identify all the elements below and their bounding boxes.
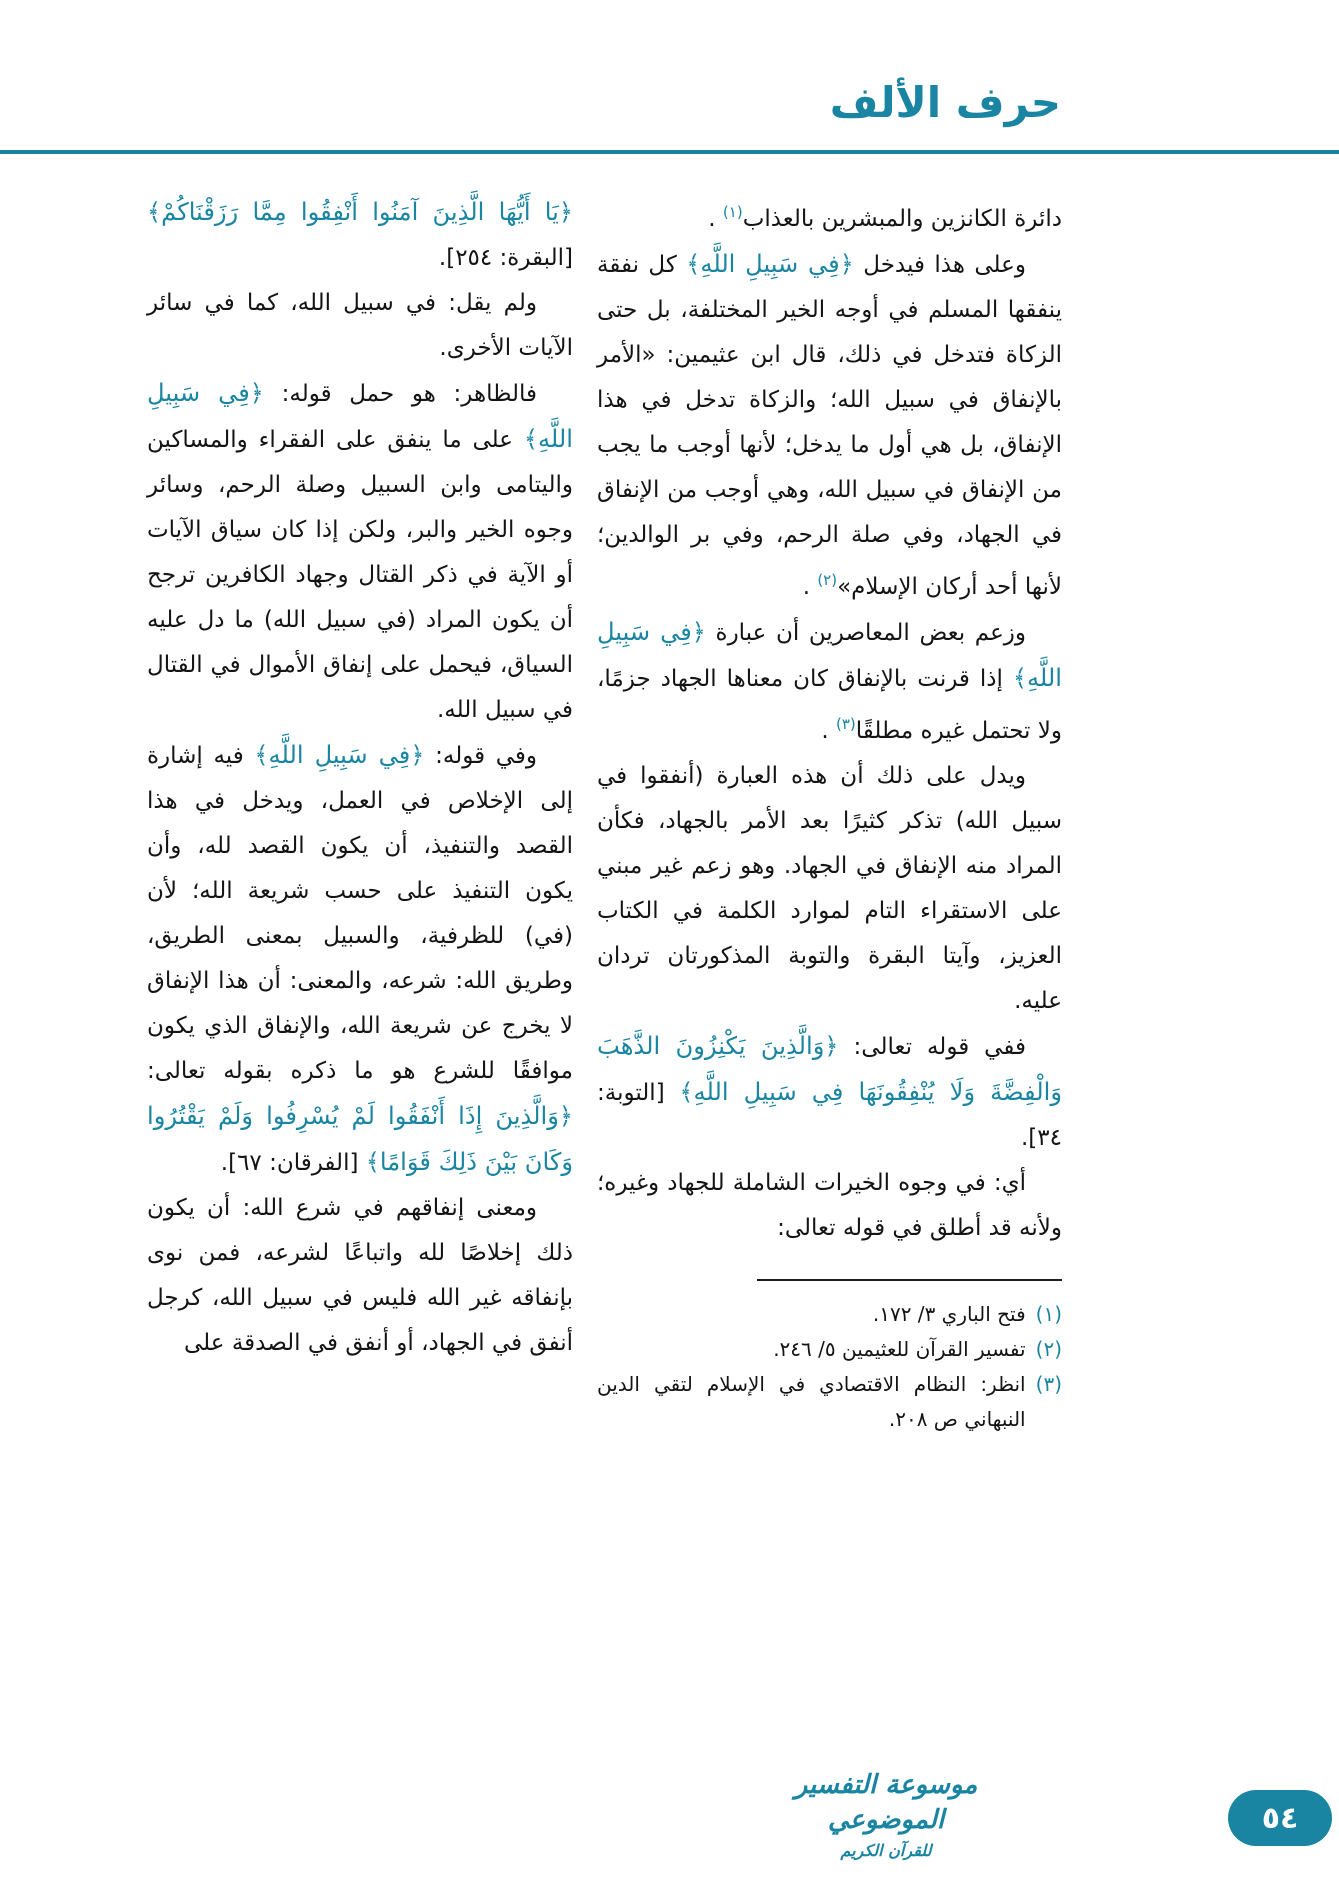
body-text: إذا قرنت بالإنفاق كان معناها الجهاد جزمًا، ولا تحتمل غيره مطلقًا — [597, 666, 1062, 744]
footnote-ref: (٣) — [836, 715, 856, 733]
chapter-title: حرف الألف — [829, 78, 1061, 127]
body-text: وعلى هذا فيدخل — [853, 252, 1026, 278]
page-number-badge — [1228, 1790, 1332, 1846]
footnote-item — [597, 1297, 1062, 1332]
quran-verse: ﴿فِي سَبِيلِ اللَّهِ﴾ — [254, 741, 425, 769]
body-text: [البقرة: ٢٥٤]. — [438, 245, 573, 271]
emblem-title: موسوعة التفسير الموضوعي — [794, 1769, 978, 1835]
footnote-number: (١) — [1035, 1302, 1062, 1326]
body-text: وفي قوله: — [424, 743, 538, 769]
body-text: ومعنى إنفاقهم في شرع الله: أن يكون ذلك إخلاصًا لله واتباعًا لشرعه، فمن نوى بإنفاقه غير الله فليس في سبيل الله، كرجل أنفق في الجهاد، أو أنفق في الصدقة على — [147, 1195, 573, 1356]
paragraph — [147, 190, 573, 281]
paragraph — [597, 242, 1062, 610]
paragraph — [597, 754, 1062, 1024]
footnote-separator — [757, 1279, 1062, 1281]
footnote-list — [597, 1297, 1062, 1437]
quran-verse: ﴿وَالَّذِينَ يَكْنِزُونَ الذَّهَبَ وَالْفِضَّةَ وَلَا يُنْفِقُونَهَا فِي سَبِيلِ اللَّهِ﴾ — [597, 1032, 1062, 1106]
footnote-ref: (١) — [722, 203, 743, 221]
footnote-item — [597, 1367, 1062, 1437]
body-text: أي: في وجوه الخيرات الشاملة للجهاد وغيره؛ ولأنه قد أطلق في قوله تعالى: — [597, 1170, 1062, 1241]
quran-verse: ﴿يَا أَيُّهَا الَّذِينَ آمَنُوا أَنْفِقُوا مِمَّا رَزَقْنَاكُمْ﴾ — [147, 198, 573, 226]
page-number: ٥٤ — [1261, 1800, 1299, 1836]
right-column-paragraphs — [597, 190, 1062, 1251]
body-text: دائرة الكانزين والمبشرين بالعذاب — [742, 206, 1062, 232]
quran-verse: ﴿وَالَّذِينَ إِذَا أَنْفَقُوا لَمْ يُسْرِفُوا وَلَمْ يَقْتُرُوا وَكَانَ بَيْنَ ذَلِكَ قَوَامًا﴾ — [147, 1102, 573, 1176]
body-text: [الفرقان: ٦٧]. — [220, 1150, 366, 1176]
footnote-number: (٣) — [1035, 1372, 1062, 1396]
paragraph — [147, 281, 573, 371]
footnote-text: فتح الباري ٣/ ١٧٢. — [872, 1302, 1026, 1326]
body-text: [التوبة: ٣٤]. — [597, 1080, 1062, 1151]
paragraph — [597, 610, 1062, 754]
body-text: . — [708, 206, 723, 232]
body-text: . — [821, 718, 836, 744]
header-rule — [0, 150, 1339, 154]
footnote-number: (٢) — [1035, 1337, 1062, 1361]
footnotes-section — [597, 1279, 1062, 1437]
paragraph — [597, 190, 1062, 242]
footnote-text: انظر: النظام الاقتصادي في الإسلام لتقي الدين النبهاني ص ٢٠٨. — [597, 1372, 1026, 1431]
body-text: ففي قوله تعالى: — [838, 1034, 1026, 1060]
body-text: فيه إشارة إلى الإخلاص في العمل، ويدخل في هذا القصد والتنفيذ، أن يكون القصد لله، وأن يكون التنفيذ على حسب شريعة الله؛ لأن (في) للظرفية، والسبيل بمعنى الطريق، وطريق الله: شرعه، والمعنى: أن هذا الإنفاق لا يخرج عن شريعة الله، والإنفاق الذي يكون موافقًا للشرع هو ما ذكره بقوله تعالى: — [147, 743, 573, 1084]
footnote-text: تفسير القرآن للعثيمين ٥/ ٢٤٦. — [773, 1337, 1026, 1361]
body-text: . — [802, 574, 818, 600]
left-column-paragraphs — [147, 190, 573, 1366]
paragraph — [147, 1186, 573, 1366]
footnote-item — [597, 1332, 1062, 1367]
paragraph — [147, 733, 573, 1186]
body-text: ولم يقل: في سبيل الله، كما في سائر الآيات الأخرى. — [147, 290, 573, 361]
paragraph — [597, 1161, 1062, 1251]
quran-verse: ﴿فِي سَبِيلِ اللَّهِ﴾ — [597, 618, 1062, 692]
quran-verse: ﴿فِي سَبِيلِ اللَّهِ﴾ — [686, 250, 854, 278]
quran-verse: ﴿فِي سَبِيلِ اللَّهِ﴾ — [147, 379, 573, 453]
right-column — [597, 190, 1062, 1437]
footnote-ref: (٢) — [817, 571, 838, 589]
body-text: وزعم بعض المعاصرين أن عبارة — [705, 620, 1027, 646]
paragraph — [147, 371, 573, 733]
left-column — [147, 190, 573, 1437]
emblem-subtitle: للقرآن الكريم — [840, 1841, 932, 1860]
publisher-emblem — [751, 1768, 1021, 1860]
body-text: كل نفقة ينفقها المسلم في أوجه الخير المختلفة، بل حتى الزكاة فتدخل في ذلك، قال ابن عثيمين: «الأمر بالإنفاق في سبيل الله؛ والزكاة تدخل في هذا الإنفاق، بل هي أول ما يدخل؛ لأنها أوجب ما يجب من الإنفاق في سبيل الله، وهي أوجب من الإنفاق في الجهاد، وفي صلة الرحم، وفي بر الوالدين؛ لأنها أحد أركان الإسلام» — [597, 252, 1062, 600]
body-text: ويدل على ذلك أن هذه العبارة (أنفقوا في سبيل الله) تذكر كثيرًا بعد الأمر بالجهاد، فكأن المراد منه الإنفاق في الجهاد. وهو زعم غير مبني على الاستقراء التام لموارد الكلمة في الكتاب العزيز، وآيتا البقرة والتوبة المذكورتان تردان عليه. — [597, 763, 1062, 1014]
page-header — [830, 78, 1061, 127]
page-content — [147, 190, 1062, 1437]
paragraph — [597, 1024, 1062, 1161]
body-text: على ما ينفق على الفقراء والمساكين واليتامى وابن السبيل وصلة الرحم، وسائر وجوه الخير والبر، ولكن إذا كان سياق الآيات أو الآية في ذكر القتال وجهاد الكافرين ترجح أن يكون المراد (في سبيل الله) ما دل عليه السياق، فيحمل على إنفاق الأموال في القتال في سبيل الله. — [147, 427, 573, 723]
body-text: فالظاهر: هو حمل قوله: — [263, 381, 538, 407]
